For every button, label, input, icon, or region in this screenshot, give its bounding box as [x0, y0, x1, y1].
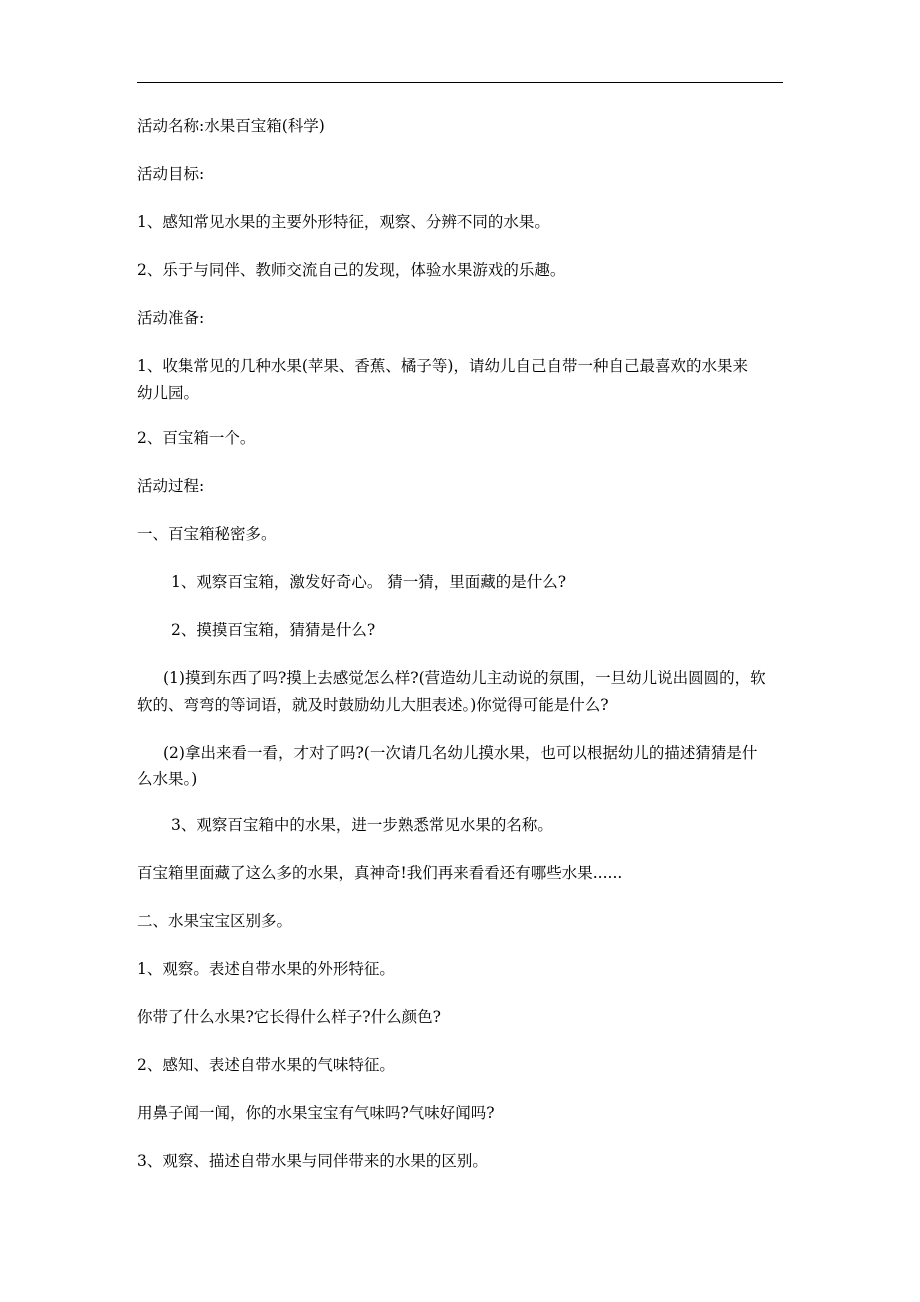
step-1-3: 3、观察百宝箱中的水果，进一步熟悉常见水果的名称。 — [171, 816, 553, 834]
step-1-2: 2、摸摸百宝箱，猜猜是什么? — [171, 621, 376, 639]
header-rule — [137, 82, 783, 83]
step-2-2-question: 用鼻子闻一闻，你的水果宝宝有气味吗?气味好闻吗? — [137, 1104, 495, 1122]
step-1-2-a-line-1: (1)摸到东西了吗?摸上去感觉怎么样?(营造幼儿主动说的氛围，一旦幼儿说出圆圆的，软 — [163, 669, 766, 687]
step-2-1-question: 你带了什么水果?它长得什么样子?什么颜色? — [137, 1008, 441, 1026]
preparation-heading: 活动准备: — [137, 309, 205, 327]
step-1-2-b-line-2: 么水果。) — [137, 770, 198, 788]
step-1-2-a-line-2: 软的、弯弯的等词语，就及时鼓励幼儿大胆表述。)你觉得可能是什么? — [137, 696, 609, 714]
preparation-1-line-1: 1、收集常见的几种水果(苹果、香蕉、橘子等)，请幼儿自己自带一种自己最喜欢的水果来 — [137, 357, 748, 375]
section-1-heading: 一、百宝箱秘密多。 — [137, 525, 277, 543]
step-2-1: 1、观察。表述自带水果的外形特征。 — [137, 960, 395, 978]
goals-heading: 活动目标: — [137, 165, 205, 183]
goal-1: 1、感知常见水果的主要外形特征，观察、分辨不同的水果。 — [137, 213, 550, 231]
transition-sentence: 百宝箱里面藏了这么多的水果，真神奇!我们再来看看还有哪些水果...... — [137, 864, 623, 882]
step-1-2-b-line-1: (2)拿出来看一看，才对了吗?(一次请几名幼儿摸水果，也可以根据幼儿的描述猜猜是什 — [163, 744, 758, 762]
process-heading: 活动过程: — [137, 477, 205, 495]
preparation-2: 2、百宝箱一个。 — [137, 429, 256, 447]
preparation-1-line-2: 幼儿园。 — [137, 384, 200, 402]
goal-2: 2、乐于与同伴、教师交流自己的发现，体验水果游戏的乐趣。 — [137, 261, 566, 279]
step-1-1: 1、观察百宝箱，激发好奇心。 猜一猜，里面藏的是什么? — [171, 573, 567, 591]
step-2-3: 3、观察、描述自带水果与同伴带来的水果的区别。 — [137, 1152, 488, 1170]
section-2-heading: 二、水果宝宝区别多。 — [137, 912, 293, 930]
step-2-2: 2、感知、表述自带水果的气味特征。 — [137, 1056, 395, 1074]
activity-name: 活动名称:水果百宝箱(科学) — [137, 117, 325, 135]
